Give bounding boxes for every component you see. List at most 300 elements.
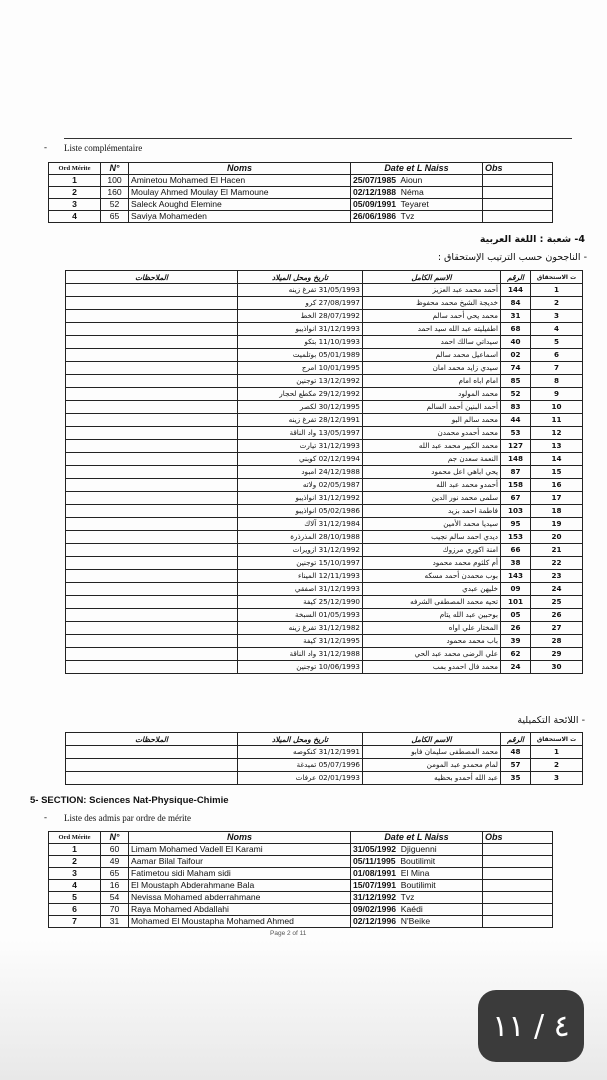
cell-birth-place: تميدغة — [296, 760, 317, 769]
cell-birth-date: 10/06/1993 — [318, 662, 360, 671]
cell-birth — [238, 570, 363, 583]
table-row — [49, 211, 553, 223]
cell-full-name: أم كلثوم محمد محمود — [363, 557, 501, 570]
col-date: Date et L Naiss — [351, 163, 483, 175]
table-row — [66, 661, 583, 674]
cell-birth-date: 31/12/1993 — [318, 324, 360, 333]
cell-birth-place: انواذيبو — [295, 493, 317, 502]
cell-birth — [238, 648, 363, 661]
cell-number: 74 — [501, 362, 531, 375]
cell-birth-place: ازويرات — [292, 545, 317, 554]
cell-number: 101 — [501, 596, 531, 609]
cell-rank: 9 — [531, 388, 583, 401]
cell-full-name: أحمدو محمد عبد الله — [363, 479, 501, 492]
cell-birth — [238, 349, 363, 362]
cell-ord: 2 — [49, 856, 101, 868]
arabic-section-heading — [480, 234, 585, 245]
cell-rank: 28 — [531, 635, 583, 648]
table-row — [66, 401, 583, 414]
table-row — [66, 635, 583, 648]
cell-name: Limam Mohamed Vadell El Karami — [129, 844, 351, 856]
cell-rank: 25 — [531, 596, 583, 609]
cell-birth — [238, 427, 363, 440]
table-row — [66, 427, 583, 440]
cell-obs — [483, 916, 553, 928]
cell-birth-place: تفرغ زينه — [288, 415, 317, 424]
ar-col-num: الرقم — [501, 271, 531, 284]
cell-birth — [238, 557, 363, 570]
cell-birth-place: كرو — [305, 298, 317, 307]
cell-birth-place: انواذيبو — [295, 324, 317, 333]
cell-birth-date: 31/12/1982 — [318, 623, 360, 632]
cell-date: 05/11/1995 — [353, 856, 396, 866]
cell-birth-place: توجنين — [296, 558, 317, 567]
cell-birth — [238, 661, 363, 674]
cell-ord: 1 — [49, 175, 101, 187]
cell-birth-place: تيارت — [299, 441, 317, 450]
cell-birth — [238, 414, 363, 427]
cell-number: 83 — [501, 401, 531, 414]
cell-place: Tvz — [400, 211, 415, 221]
cell-full-name: عبد الله أحمدو بحظيه — [363, 772, 501, 785]
cell-n: 16 — [101, 880, 129, 892]
cell-birth-date: 31/12/1984 — [318, 519, 360, 528]
cell-rank: 16 — [531, 479, 583, 492]
cell-birth-date: 02/05/1987 — [318, 480, 360, 489]
cell-rank: 18 — [531, 505, 583, 518]
cell-notes — [66, 596, 238, 609]
cell-date-place — [351, 211, 483, 223]
cell-date: 02/12/1996 — [353, 916, 397, 926]
cell-number: 35 — [501, 772, 531, 785]
cell-notes — [66, 401, 238, 414]
table-row — [66, 479, 583, 492]
cell-full-name: محمد أحمدو محمدن — [363, 427, 501, 440]
cell-number: 26 — [501, 622, 531, 635]
cell-birth-date: 24/12/1988 — [318, 467, 360, 476]
top-rule — [64, 138, 572, 139]
cell-birth-place: بتكو — [304, 337, 317, 346]
ar-col-name: الاسم الكامل — [363, 271, 501, 284]
cell-place: Aioun — [400, 175, 423, 185]
cell-birth-place: السبخة — [295, 610, 317, 619]
cell-notes — [66, 440, 238, 453]
cell-notes — [66, 746, 238, 759]
cell-date: 31/12/1992 — [353, 892, 397, 902]
cell-notes — [66, 336, 238, 349]
cell-birth-date: 31/12/1992 — [318, 545, 360, 554]
cell-name: Mohamed El Moustapha Mohamed Ahmed — [129, 916, 351, 928]
cell-number: 57 — [501, 759, 531, 772]
cell-birth-place: المذرذرة — [290, 532, 317, 541]
cell-birth — [238, 401, 363, 414]
cell-birth — [238, 375, 363, 388]
cell-date: 01/08/1991 — [353, 868, 397, 878]
cell-full-name: لمام محمدو عبد المومن — [363, 759, 501, 772]
cell-number: 143 — [501, 570, 531, 583]
cell-birth-place: واد الناقة — [289, 428, 317, 437]
table-row — [66, 557, 583, 570]
cell-name: Saleck Aoughd Elemine — [129, 199, 351, 211]
cell-birth-date: 28/12/1991 — [318, 415, 360, 424]
cell-place: El Mina — [400, 868, 430, 878]
cell-rank: 17 — [531, 492, 583, 505]
cell-notes — [66, 609, 238, 622]
table-row — [66, 583, 583, 596]
table-row — [66, 323, 583, 336]
cell-date: 25/07/1985 — [353, 175, 397, 185]
cell-number: 53 — [501, 427, 531, 440]
arabic-comp-table: ت الاستحقاق الرقم الاسم الكامل تاريخ ومحل الميلاد الملاحظات 1 48 محمد المصطفى سليمان فابو 31/12/1991 كنكوصه 2 57 لمام محمدو عبد المومن 05/07/1996 تميدغة 3 35 عبد الله أحمدو بحظيه 02/01/1993 عرفات — [65, 732, 583, 785]
cell-rank: 12 — [531, 427, 583, 440]
cell-place: Néma — [400, 187, 424, 197]
cell-ord: 6 — [49, 904, 101, 916]
cell-notes — [66, 297, 238, 310]
cell-number: 66 — [501, 544, 531, 557]
cell-birth — [238, 518, 363, 531]
cell-birth-date: 31/12/1988 — [318, 649, 360, 658]
cell-birth-date: 15/10/1997 — [318, 558, 360, 567]
cell-birth — [238, 440, 363, 453]
cell-rank: 14 — [531, 453, 583, 466]
cell-notes — [66, 583, 238, 596]
cell-ord: 5 — [49, 892, 101, 904]
cell-date-place — [351, 904, 483, 916]
cell-full-name: اطفيليته عبد الله سيد احمد — [363, 323, 501, 336]
cell-birth — [238, 622, 363, 635]
table-row — [66, 622, 583, 635]
cell-notes — [66, 661, 238, 674]
cell-n: 31 — [101, 916, 129, 928]
cell-place: Boutilimit — [400, 880, 436, 890]
cell-number: 02 — [501, 349, 531, 362]
cell-full-name: خليهن عبدي — [363, 583, 501, 596]
cell-name: Saviya Mohameden — [129, 211, 351, 223]
cell-full-name: تحيه محمد المصطفى الشرفه — [363, 596, 501, 609]
table-row — [66, 505, 583, 518]
table-row — [66, 544, 583, 557]
table-row — [66, 375, 583, 388]
cell-full-name: سيدي زايد محمد امان — [363, 362, 501, 375]
cell-birth-date: 05/07/1996 — [318, 760, 360, 769]
cell-n: 70 — [101, 904, 129, 916]
cell-full-name: محمد فال احمدو بمب — [363, 661, 501, 674]
cell-notes — [66, 479, 238, 492]
col-obs: Obs — [483, 163, 553, 175]
cell-rank: 3 — [531, 310, 583, 323]
cell-number: 48 — [501, 746, 531, 759]
cell-obs — [483, 187, 553, 199]
table-row — [66, 414, 583, 427]
cell-birth — [238, 635, 363, 648]
cell-birth-place: انواذيبو — [295, 506, 317, 515]
table-row — [49, 856, 553, 868]
cell-full-name: أحمد محمد عبد العزيز — [363, 284, 501, 297]
cell-full-name: محمد سالم البو — [363, 414, 501, 427]
cell-birth — [238, 466, 363, 479]
cell-birth-place: الميناء — [298, 571, 317, 580]
cell-obs — [483, 868, 553, 880]
cell-birth-place: اصفقي — [294, 584, 317, 593]
cell-birth-date: 25/12/1990 — [318, 597, 360, 606]
table-row — [66, 349, 583, 362]
cell-notes — [66, 518, 238, 531]
cell-notes — [66, 453, 238, 466]
cell-rank: 4 — [531, 323, 583, 336]
complementary-title: Liste complémentaire — [64, 143, 143, 153]
cell-notes — [66, 284, 238, 297]
cell-full-name: سيداتي سالك احمد — [363, 336, 501, 349]
cell-rank: 5 — [531, 336, 583, 349]
cell-number: 05 — [501, 609, 531, 622]
cell-number: 67 — [501, 492, 531, 505]
cell-full-name: أحمد البنين أحمد السالم — [363, 401, 501, 414]
cell-date-place — [351, 892, 483, 904]
cell-birth-date: 31/12/1992 — [318, 493, 360, 502]
cell-full-name: محمد المصطفى سليمان فابو — [363, 746, 501, 759]
cell-notes — [66, 349, 238, 362]
ar-col-rank: ت الاستحقاق — [531, 271, 583, 284]
table-row — [49, 187, 553, 199]
cell-rank: 30 — [531, 661, 583, 674]
cell-birth-date: 28/07/1992 — [318, 311, 360, 320]
cell-full-name: علي الرضى محمد عبد الحي — [363, 648, 501, 661]
cell-n: 54 — [101, 892, 129, 904]
table-row — [66, 492, 583, 505]
cell-n: 160 — [101, 187, 129, 199]
cell-rank: 6 — [531, 349, 583, 362]
cell-birth — [238, 362, 363, 375]
cell-name: Nevissa Mohamed abderrahmane — [129, 892, 351, 904]
table-row — [66, 297, 583, 310]
cell-birth-date: 30/12/1995 — [318, 402, 360, 411]
cell-rank: 1 — [531, 746, 583, 759]
cell-full-name: محمد المولود — [363, 388, 501, 401]
cell-birth-date: 10/01/1995 — [318, 363, 360, 372]
cell-birth-date: 31/12/1991 — [318, 747, 360, 756]
cell-date-place — [351, 856, 483, 868]
cell-place: Teyaret — [400, 199, 429, 209]
cell-birth-date: 27/08/1997 — [318, 298, 360, 307]
cell-notes — [66, 362, 238, 375]
cell-n: 100 — [101, 175, 129, 187]
cell-full-name: خديجة الشيخ محمد محفوظ — [363, 297, 501, 310]
table-row — [66, 310, 583, 323]
cell-birth — [238, 609, 363, 622]
cell-birth — [238, 310, 363, 323]
cell-number: 144 — [501, 284, 531, 297]
cell-birth-place: ولاته — [302, 480, 317, 489]
cell-obs — [483, 211, 553, 223]
table-row — [66, 648, 583, 661]
cell-notes — [66, 557, 238, 570]
cell-full-name: اسماعيل محمد سالم — [363, 349, 501, 362]
col-ord: Ord Mérite — [49, 163, 101, 175]
cell-birth-place: آلاك — [304, 519, 317, 528]
cell-full-name: امنة اكوري مرزوك — [363, 544, 501, 557]
page-footer: Page 2 of 11 — [270, 930, 307, 937]
cell-birth-date: 05/02/1986 — [318, 506, 360, 515]
cell-birth — [238, 583, 363, 596]
cell-rank: 24 — [531, 583, 583, 596]
cell-obs — [483, 844, 553, 856]
cell-birth-place: كنكوصه — [293, 747, 317, 756]
cell-ord: 3 — [49, 199, 101, 211]
cell-full-name: بوب محمدن أحمد مسكه — [363, 570, 501, 583]
cell-birth-place: بوتلميت — [292, 350, 317, 359]
cell-birth-place: توجنين — [296, 376, 317, 385]
cell-rank: 26 — [531, 609, 583, 622]
cell-number: 38 — [501, 557, 531, 570]
cell-n: 49 — [101, 856, 129, 868]
cell-n: 65 — [101, 211, 129, 223]
table-row — [66, 453, 583, 466]
document-page: - Liste complémentaire Ord Mérite N° Noms Date et L Naiss Obs 1 100 Aminetou Mohamed El Hacen 25/07/1985 Aioun 2 160 Moulay Ahmed Moulay El Mamoune 02/12/1988 Néma 3 52 Saleck Aoughd Elemine 05/09/1991 Teyaret 4 65 Saviya Mohameden 26/06/1986 Tvz 4- شعبة : اللغة العربية - الناجحون حسب الترتيب الإستحقاق : ت الاستحقاق الرقم الاسم الكامل تاريخ ومحل الميلاد الملاحظات 1 144 أحمد محمد عبد العزيز 31/05/1993 تفرغ زينه 2 84 خديجة الشيخ محمد محفوظ 27/08/1997 كرو 3 31 محمد يحي أحمد سالم 28/07/1992 الخط 4 68 اطفيليته عبد الله سيد احمد 31/12/1993 انواذيبو 5 40 سيداتي سالك احمد 11/10/1993 بتكو 6 02 اسماعيل محمد سالم 05/01/1989 بوتلميت 7 74 سيدي زايد محمد امان 10/01/1995 امرج 8 85 امام اباه امام 13/12/1992 توجنين 9 52 محمد المولود 29/12/1992 مكطع لحجار 10 83 أحمد البنين أحمد السالم 30/12/1995 لكصر 11 44 محمد سالم البو 28/12/1991 تفرغ زينه 12 53 محمد أحمدو محمدن 13/05/1997 واد الناقة 13 127 محمد الكبير محمد عبد الله 31/12/1993 تيارت 14 148 النعمة سعدن جم 02/12/1994 كوبني 15 87 يحي اباهي اعل محمود 24/12/1988 امبود 16 158 أحمدو محمد عبد الله 02/05/1987 ولاته 17 67 سلمى محمد نور الدين 31/12/1992 انواذيبو 18 103 فاطمة احمد بزيد 05/02/1986 انواذيبو 19 95 سيديا محمد الأمين 31/12/1984 آلاك 20 153 ديدي احمد سالم نجيب 28/10/1988 المذرذرة 21 66 امنة اكوري مرزوك 31/12/1992 ازويرات 22 38 أم كلثوم محمد محمود 15/10/1997 توجنين 23 143 بوب محمدن أحمد مسكه 12/11/1993 الميناء 24 09 خليهن عبدي 31/12/1993 اصفقي 25 101 تحيه محمد المصطفى الشرفه 25/12/1990 كيفة 26 05 بوحبين عبد الله يتام 01/05/1993 السبخة 27 26 المختار علي اواه 31/12/1982 تفرغ زينه 28 39 باب محمد محمود 31/12/1995 كيفة 29 62 علي الرضى محمد عبد الحي 31/12/1988 واد الناقة 30 24 محمد فال احمدو بمب 10/06/1993 توجنين - اللائحة التكميلية ت الاستحقاق الرقم الاسم الكامل تاريخ ومحل الميلاد الملاحظات 1 48 محمد المصطفى سليمان فابو 31/12/1991 كنكوصه 2 57 لمام محمدو عبد المومن 05/07/1996 تميدغة 3 35 عبد الله أحمدو بحظيه 02/01/1993 عرفات 5- SECTION: Sciences Nat-Physique-Chimie - Liste des admis par ordre de mérite Ord Mérite N° Noms Date et L Naiss Obs 1 60 Limam Mohamed Vadell El Karami 31/05/1992 Djiguenni 2 49 Aamar Bilal Taifour 05/11/1995 Boutilimit 3 65 Fatimetou sidi Maham sidi 01/08/1991 El Mina 4 16 El Moustaph Abderahmane Bala 15/07/1991 Boutilimit 5 54 Nevissa Mohamed abderrahmane 31/12/1992 Tvz 6 70 Raya Mohamed Abdallahi 09/02/1996 Kaédi 7 31 Mohamed El Moustapha Mohamed Ahmed 02/12/1996 N'Beike Page 2 of 11 ٤ / ١١ — [0, 0, 607, 1080]
cell-notes — [66, 323, 238, 336]
cell-date-place — [351, 916, 483, 928]
cell-birth-place: الخط — [300, 311, 317, 320]
cell-rank: 3 — [531, 772, 583, 785]
cell-birth-date: 13/05/1997 — [318, 428, 360, 437]
cell-date: 05/09/1991 — [353, 199, 397, 209]
cell-rank: 21 — [531, 544, 583, 557]
cell-date: 02/12/1988 — [353, 187, 397, 197]
arabic-section-title: شعبة : اللغة العربية — [479, 234, 572, 245]
page-indicator-badge: ٤ / ١١ — [478, 990, 584, 1062]
cell-notes — [66, 375, 238, 388]
cell-notes — [66, 570, 238, 583]
cell-number: 84 — [501, 297, 531, 310]
cell-ord: 4 — [49, 880, 101, 892]
cell-obs — [483, 904, 553, 916]
table-row — [66, 772, 583, 785]
cell-name: Aminetou Mohamed El Hacen — [129, 175, 351, 187]
cell-birth-date: 13/12/1992 — [318, 376, 360, 385]
bullet-dash: - — [44, 142, 47, 152]
cell-date-place — [351, 880, 483, 892]
cell-birth-date: 28/10/1988 — [318, 532, 360, 541]
cell-notes — [66, 466, 238, 479]
col-n: N° — [101, 163, 129, 175]
cell-birth — [238, 323, 363, 336]
cell-number: 24 — [501, 661, 531, 674]
cell-number: 95 — [501, 518, 531, 531]
cell-rank: 2 — [531, 759, 583, 772]
table-row — [66, 570, 583, 583]
cell-birth-place: كوبني — [298, 454, 317, 463]
cell-birth — [238, 388, 363, 401]
cell-ord: 4 — [49, 211, 101, 223]
cell-birth — [238, 531, 363, 544]
cell-rank: 23 — [531, 570, 583, 583]
cell-birth — [238, 544, 363, 557]
cell-notes — [66, 622, 238, 635]
cell-full-name: ديدي احمد سالم نجيب — [363, 531, 501, 544]
cell-n: 65 — [101, 868, 129, 880]
table-row — [66, 759, 583, 772]
table-row — [66, 466, 583, 479]
cell-full-name: محمد يحي أحمد سالم — [363, 310, 501, 323]
table-row — [49, 199, 553, 211]
cell-rank: 27 — [531, 622, 583, 635]
table-row — [49, 916, 553, 928]
table-row — [66, 336, 583, 349]
cell-date-place — [351, 199, 483, 211]
cell-full-name: المختار علي اواه — [363, 622, 501, 635]
cell-rank: 8 — [531, 375, 583, 388]
cell-ord: 1 — [49, 844, 101, 856]
cell-birth-place: امرج — [301, 363, 317, 372]
cell-birth — [238, 746, 363, 759]
cell-rank: 22 — [531, 557, 583, 570]
table-row — [66, 746, 583, 759]
table-row — [66, 518, 583, 531]
table-row — [66, 531, 583, 544]
cell-birth-date: 31/05/1993 — [318, 285, 360, 294]
cell-date: 31/05/1992 — [353, 844, 397, 854]
cell-birth-date: 11/10/1993 — [318, 337, 360, 346]
cell-rank: 11 — [531, 414, 583, 427]
cell-rank: 2 — [531, 297, 583, 310]
cell-notes — [66, 492, 238, 505]
cell-date-place — [351, 187, 483, 199]
cell-notes — [66, 544, 238, 557]
cell-date: 26/06/1986 — [353, 211, 397, 221]
complementary-table — [48, 162, 553, 223]
cell-number: 87 — [501, 466, 531, 479]
cell-birth-place: امبود — [301, 467, 317, 476]
cell-name: Moulay Ahmed Moulay El Mamoune — [129, 187, 351, 199]
cell-date-place — [351, 868, 483, 880]
cell-number: 148 — [501, 453, 531, 466]
cell-date: 15/07/1991 — [353, 880, 397, 890]
cell-place: Tvz — [400, 892, 415, 902]
section5-subtitle: Liste des admis par ordre de mérite — [64, 813, 191, 823]
cell-obs — [483, 175, 553, 187]
cell-number: 158 — [501, 479, 531, 492]
cell-birth-date: 31/12/1995 — [318, 636, 360, 645]
cell-notes — [66, 388, 238, 401]
cell-full-name: امام اباه امام — [363, 375, 501, 388]
cell-name: Raya Mohamed Abdallahi — [129, 904, 351, 916]
cell-birth-date: 12/11/1993 — [318, 571, 360, 580]
cell-number: 127 — [501, 440, 531, 453]
cell-birth-date: 05/01/1989 — [318, 350, 360, 359]
table-row — [49, 904, 553, 916]
table-row — [66, 609, 583, 622]
cell-notes — [66, 759, 238, 772]
cell-number: 62 — [501, 648, 531, 661]
cell-number: 103 — [501, 505, 531, 518]
cell-birth-place: مكطع لحجار — [279, 389, 317, 398]
cell-number: 09 — [501, 583, 531, 596]
cell-full-name: فاطمة احمد بزيد — [363, 505, 501, 518]
cell-ord: 3 — [49, 868, 101, 880]
table-row — [66, 596, 583, 609]
table-row — [49, 880, 553, 892]
cell-ord: 7 — [49, 916, 101, 928]
table-row — [49, 892, 553, 904]
cell-number: 40 — [501, 336, 531, 349]
cell-rank: 29 — [531, 648, 583, 661]
cell-full-name: محمد الكبير محمد عبد الله — [363, 440, 501, 453]
cell-birth-date: 31/12/1993 — [318, 441, 360, 450]
cell-notes — [66, 531, 238, 544]
cell-birth-date: 31/12/1993 — [318, 584, 360, 593]
cell-name: Fatimetou sidi Maham sidi — [129, 868, 351, 880]
cell-notes — [66, 635, 238, 648]
cell-birth-place: تفرغ زينه — [288, 623, 317, 632]
